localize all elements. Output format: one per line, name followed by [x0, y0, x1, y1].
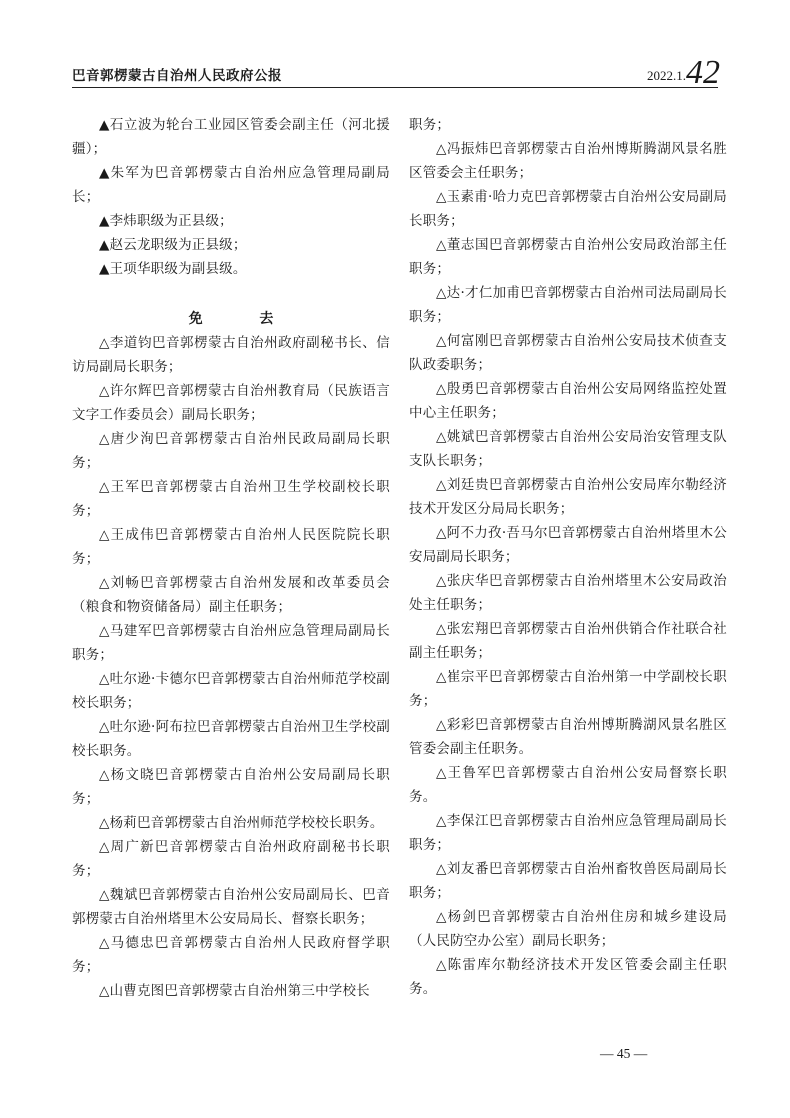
appointment-item: ▲朱军为巴音郭楞蒙古自治州应急管理局副局长；	[72, 165, 390, 205]
dismissal-item: △王鲁军巴音郭楞蒙古自治州公安局督察长职务。	[409, 765, 727, 805]
dismissal-item: △董志国巴音郭楞蒙古自治州公安局政治部主任职务；	[409, 237, 727, 277]
dismissal-item: △王成伟巴音郭楞蒙古自治州人民医院院长职务；	[72, 527, 390, 567]
appointment-item: ▲石立波为轮台工业园区管委会副主任（河北援疆）；	[72, 117, 390, 157]
section-heading-dismissals: 免 去	[188, 311, 300, 327]
appointment-item: ▲王项华职级为副县级。	[99, 261, 247, 277]
dismissal-item: △周广新巴音郭楞蒙古自治州政府副秘书长职务；	[72, 839, 390, 879]
dismissal-item: △刘畅巴音郭楞蒙古自治州发展和改革委员会（粮食和物资储备局）副主任职务；	[72, 575, 390, 615]
dismissal-item: △李道钧巴音郭楞蒙古自治州政府副秘书长、信访局副局长职务；	[72, 335, 390, 375]
issue-number: 42	[686, 54, 720, 91]
dismissal-item: △唐少洵巴音郭楞蒙古自治州民政局副局长职务；	[72, 431, 390, 471]
dismissal-item: △陈雷库尔勒经济技术开发区管委会副主任职务。	[409, 957, 727, 997]
dismissal-item: △刘友番巴音郭楞蒙古自治州畜牧兽医局副局长职务；	[409, 861, 727, 901]
dismissal-item: △吐尔逊·阿布拉巴音郭楞蒙古自治州卫生学校副校长职务。	[72, 719, 390, 759]
dismissal-item: △阿不力孜·吾马尔巴音郭楞蒙古自治州塔里木公安局副局长职务；	[409, 525, 727, 565]
dismissal-item: △李保江巴音郭楞蒙古自治州应急管理局副局长职务；	[409, 813, 727, 853]
dismissal-item: △张宏翔巴音郭楞蒙古自治州供销合作社联合社副主任职务；	[409, 621, 727, 661]
dismissal-item: △马德忠巴音郭楞蒙古自治州人民政府督学职务；	[72, 935, 390, 975]
page-number	[0, 1046, 790, 1062]
page-header	[72, 54, 720, 91]
dismissal-item: △马建军巴音郭楞蒙古自治州应急管理局副局长职务；	[72, 623, 390, 663]
dismissal-item: △姚斌巴音郭楞蒙古自治州公安局治安管理支队支队长职务；	[409, 429, 727, 469]
dismissal-item: △吐尔逊·卡德尔巴音郭楞蒙古自治州师范学校副校长职务；	[72, 671, 390, 711]
dismissal-item: △达·才仁加甫巴音郭楞蒙古自治州司法局副局长职务；	[409, 285, 727, 325]
dismissal-item: △彩彩巴音郭楞蒙古自治州博斯腾湖风景名胜区管委会副主任职务。	[409, 717, 727, 757]
dismissal-item: △玉素甫·哈力克巴音郭楞蒙古自治州公安局副局长职务；	[409, 189, 727, 229]
issue-date: 2022.1.	[647, 68, 686, 83]
appointment-item: ▲李炜职级为正县级；	[99, 213, 233, 229]
dismissal-item: △崔宗平巴音郭楞蒙古自治州第一中学副校长职务；	[409, 669, 727, 709]
dismissal-item: △杨剑巴音郭楞蒙古自治州住房和城乡建设局（人民防空办公室）副局长职务；	[409, 909, 727, 949]
right-column	[409, 113, 727, 1001]
dismissal-item: △王军巴音郭楞蒙古自治州卫生学校副校长职务；	[72, 479, 390, 519]
dismissal-item: △许尔辉巴音郭楞蒙古自治州教育局（民族语言文字工作委员会）副局长职务；	[72, 383, 390, 423]
dismissal-item: △山曹克图巴音郭楞蒙古自治州第三中学校长	[99, 983, 370, 999]
dismissal-item: △何富刚巴音郭楞蒙古自治州公安局技术侦查支队政委职务；	[409, 333, 727, 373]
dismissal-item: △杨莉巴音郭楞蒙古自治州师范学校校长职务。	[99, 815, 384, 831]
publication-title: 巴音郭楞蒙古自治州人民政府公报	[72, 68, 282, 84]
dismissal-item: △刘廷贵巴音郭楞蒙古自治州公安局库尔勒经济技术开发区分局局长职务；	[409, 477, 727, 517]
header-rule	[72, 87, 718, 88]
appointment-item: ▲赵云龙职级为正县级；	[99, 237, 247, 253]
dismissal-item: △殷勇巴音郭楞蒙古自治州公安局网络监控处置中心主任职务；	[409, 381, 727, 421]
dismissal-item: △魏斌巴音郭楞蒙古自治州公安局副局长、巴音郭楞蒙古自治州塔里木公安局局长、督察长职务；	[72, 887, 390, 927]
dismissal-item: △杨文晓巴音郭楞蒙古自治州公安局副局长职务；	[72, 767, 390, 807]
left-column	[72, 113, 390, 1003]
dismissal-item: △冯振炜巴音郭楞蒙古自治州博斯腾湖风景名胜区管委会主任职务；	[409, 141, 727, 181]
dismissal-item: △张庆华巴音郭楞蒙古自治州塔里木公安局政治处主任职务；	[409, 573, 727, 613]
page-number-text: — 45 —	[600, 1046, 648, 1061]
dismissal-item: 职务；	[409, 117, 451, 133]
